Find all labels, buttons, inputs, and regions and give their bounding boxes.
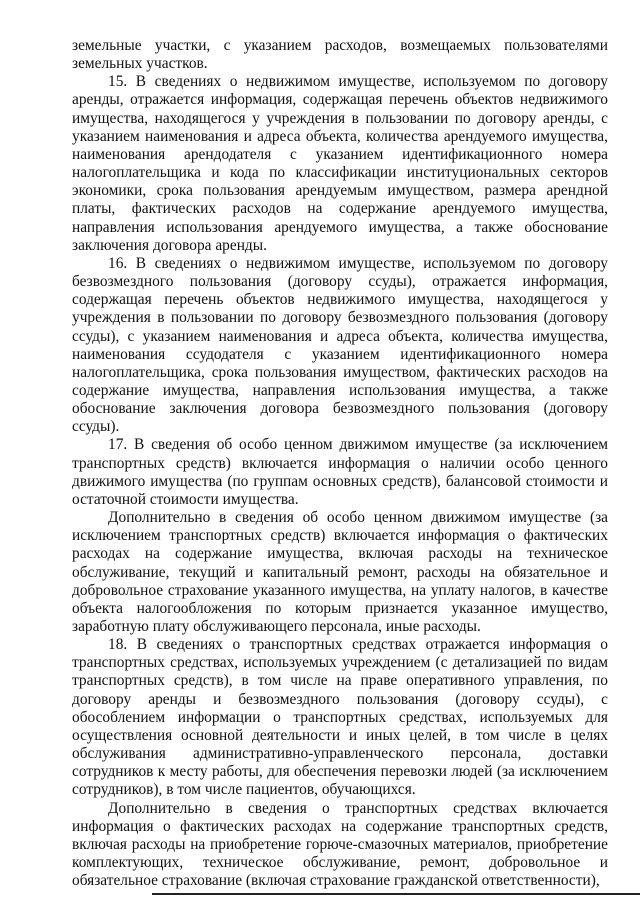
paragraph-18-additional: Дополнительно в сведения о транспортных средствах включается информация о фактических расходах на содержание транспортных средств, включая расходы на приобретение горюче-смазочных материалов, приобретение комплектующих, техническое обслуживание, ремонт, добровольное и обязательное страхование (включая страхование гражданской ответственности), (72, 799, 608, 890)
paragraph-15-lease: 15. В сведениях о недвижимом имуществе, используемом по договору аренды, отражается информация, содержащая перечень объектов недвижимого имущества, находящегося у учреждения в пользовании по договору аренды, с указанием наименования и адреса объекта, количества арендуемого имущества, наименования арендодателя с указанием идентификационного номера налогоплательщика и кода по классификации институциональных секторов экономики, срока пользования арендуемым имуществом, размера арендной платы, фактических расходов на содержание арендуемого имущества, направления использования арендуемого имущества, а также обоснование заключения договора аренды. (72, 73, 608, 254)
paragraph-18-vehicles: 18. В сведениях о транспортных средствах отражается информация о транспортных средствах, используемых учреждением (с детализацией по видам транспортных средств), в том числе на праве оперативного управления, по договору аренды и безвозмездного пользования (договору ссуды), с обособлением информации о транспортных средствах, используемых для осуществления основной деятельности и иных целей, в том числе в целях обслуживания административно-управленческого персонала, доставки сотрудников к месту работы, для обеспечения перевозки людей (за исключением сотрудников), в том числе пациентов, обучающихся. (72, 636, 608, 799)
scan-edge-line (152, 893, 640, 895)
document-page (72, 37, 608, 890)
paragraph-17-additional: Дополнительно в сведения об особо ценном движимом имуществе (за исключением транспортных средств) включается информация о фактических расходах на содержание имущества, включая расходы на техническое обслуживание, текущий и капитальный ремонт, расходы на обязательное и добровольное страхование указанного имущества, на уплату налогов, в качестве объекта налогообложения по которым признается указанное имущество, заработную плату обслуживающего персонала, иные расходы. (72, 509, 608, 635)
paragraph-continuation: земельные участки, с указанием расходов, возмещаемых пользователями земельных участков. (72, 37, 608, 73)
paragraph-17-movable-property: 17. В сведения об особо ценном движимом имуществе (за исключением транспортных средств) включается информация о наличии особо ценного движимого имущества (по группам основных средств), балансовой стоимости и остаточной стоимости имущества. (72, 436, 608, 508)
paragraph-16-free-use: 16. В сведениях о недвижимом имуществе, используемом по договору безвозмездного пользования (договору ссуды), отражается информация, содержащая перечень объектов недвижимого имущества, находящегося у учреждения в пользовании по договору безвозмездного пользования (договору ссуды), с указанием наименования и адреса объекта, количества имущества, наименования ссудодателя с указанием идентификационного номера налогоплательщика, срока пользования имуществом, фактических расходов на содержание имущества, направления использования имущества, а также обоснование заключения договора безвозмездного пользования (договору ссуды). (72, 254, 608, 436)
